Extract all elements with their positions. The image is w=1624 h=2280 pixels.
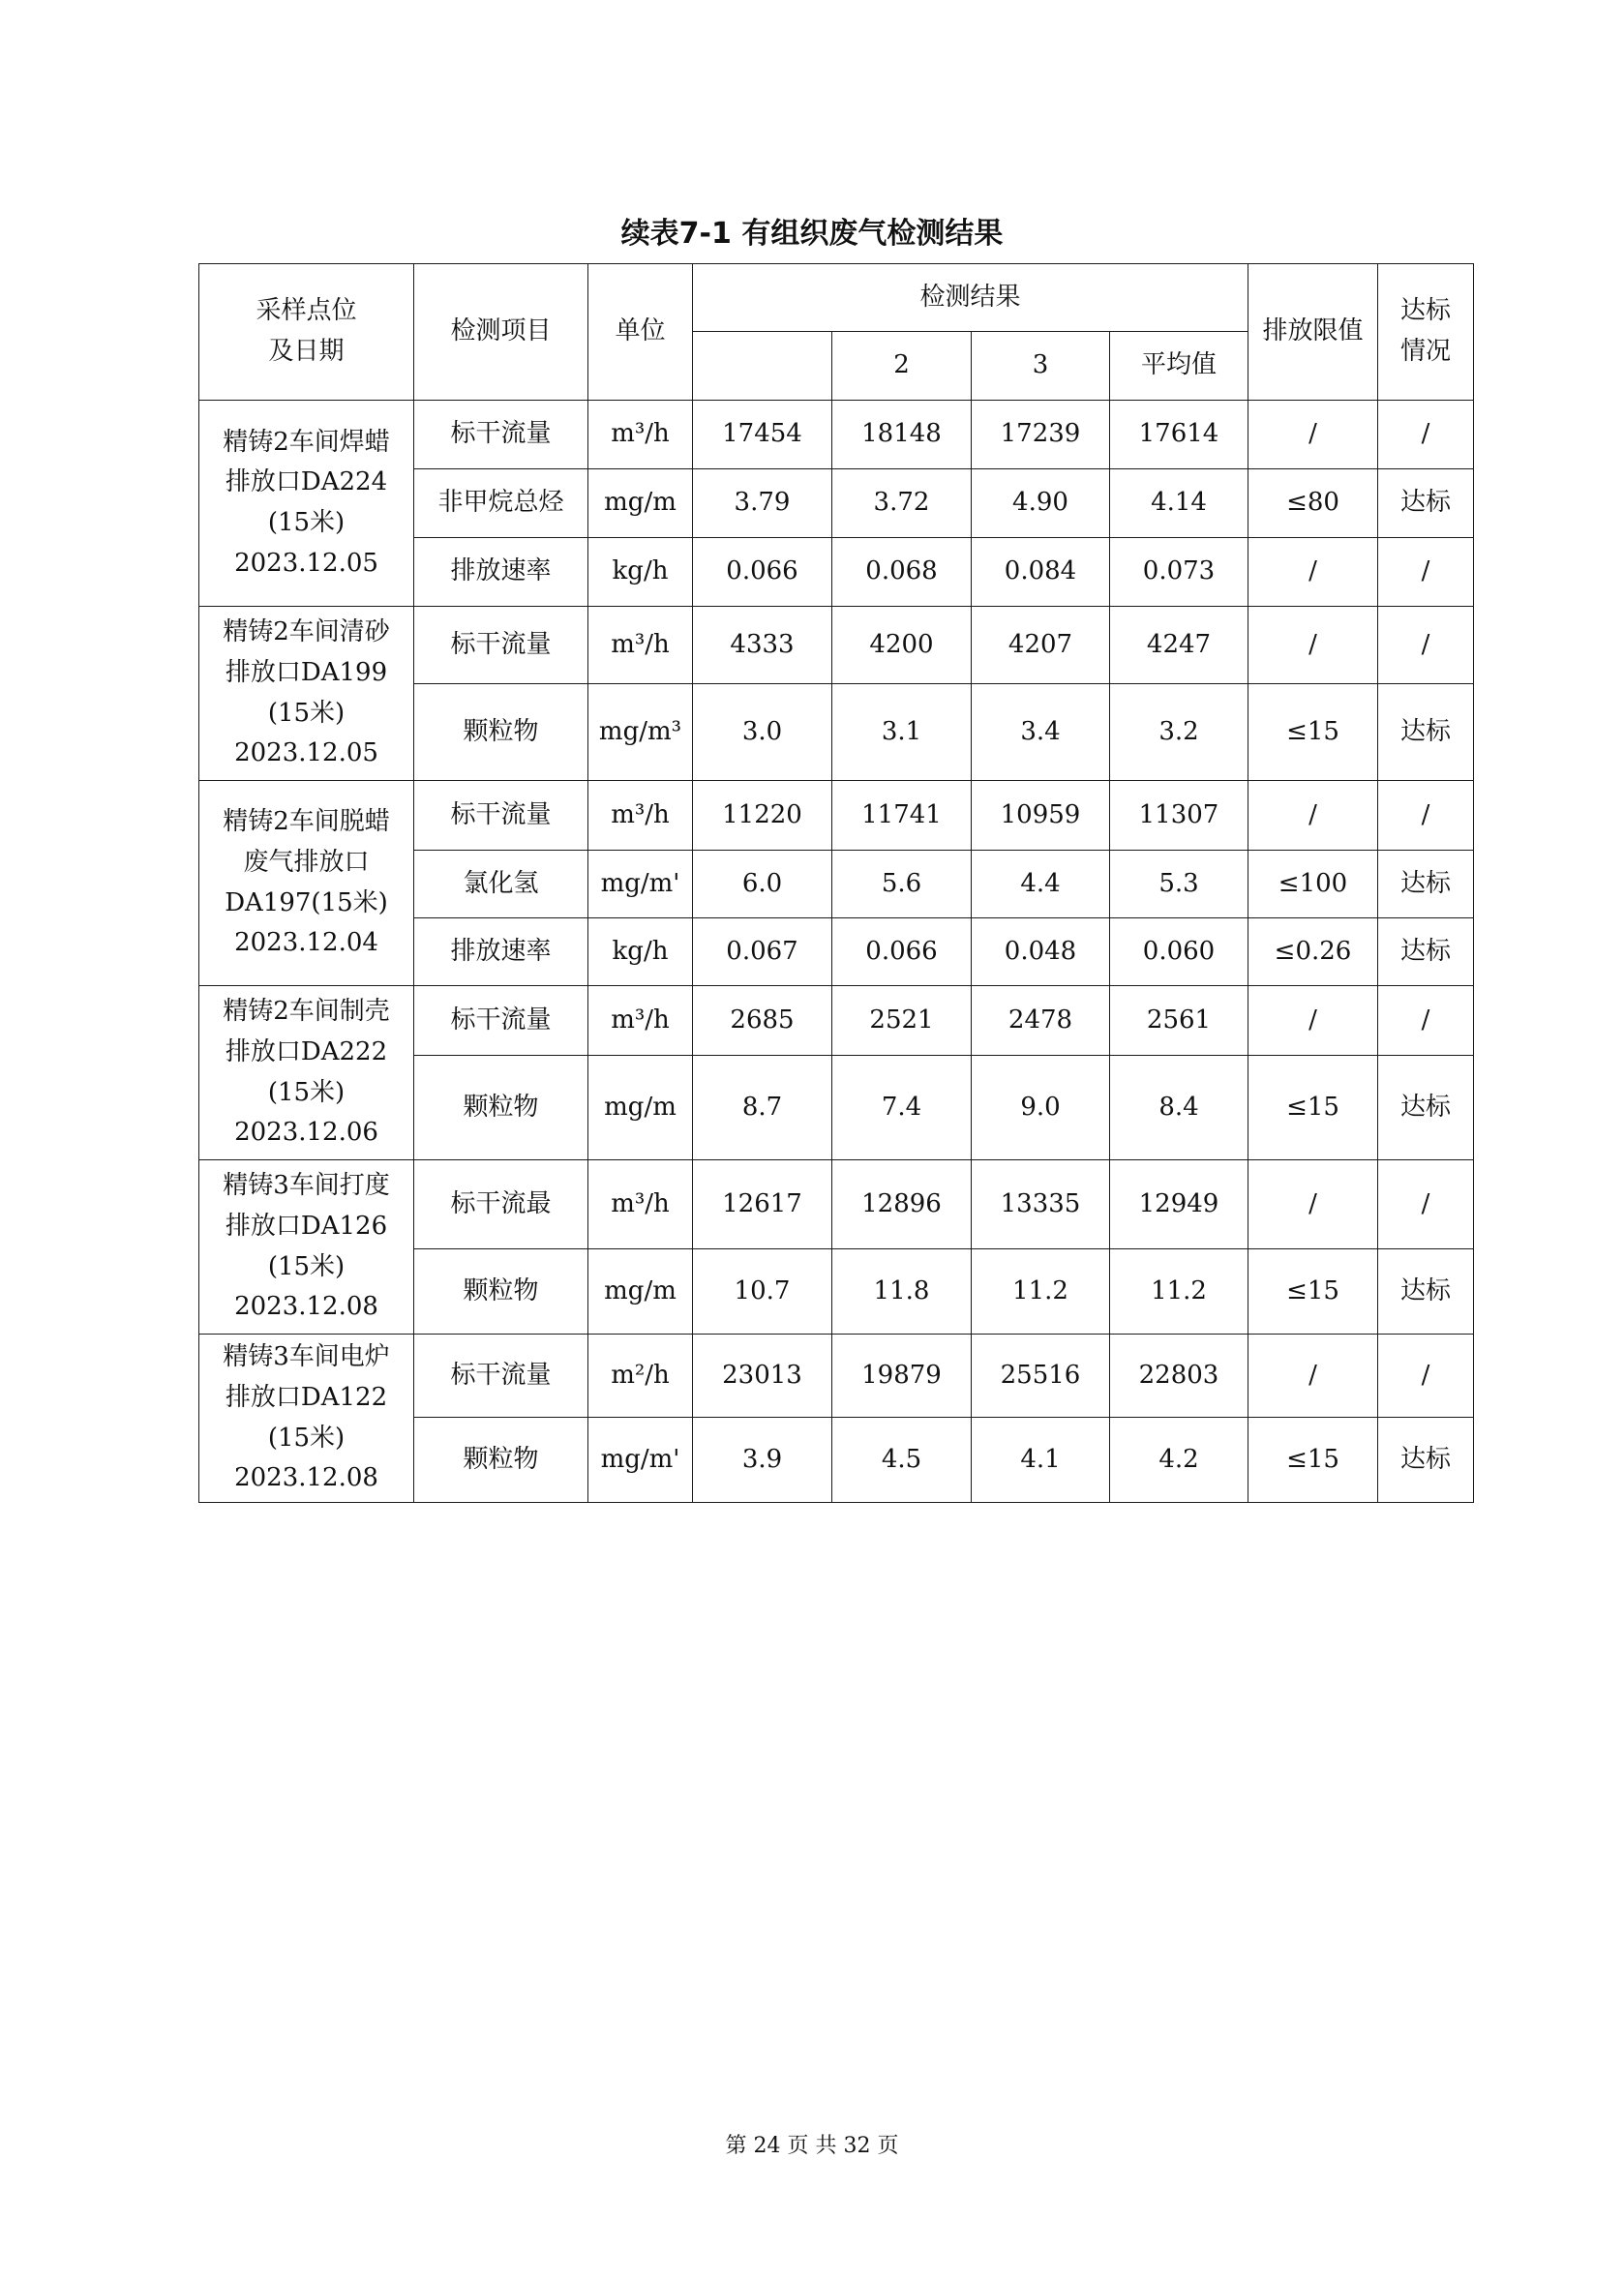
cell-unit: kg/h: [588, 538, 693, 607]
site-line: DA197(15米): [225, 887, 388, 917]
cell-result-2: 0.068: [832, 538, 972, 607]
cell-result-avg: 4.2: [1110, 1418, 1248, 1503]
cell-result-1: 17454: [693, 401, 832, 469]
header-status: 达标 情况: [1378, 264, 1474, 401]
cell-result-3: 4.1: [972, 1418, 1110, 1503]
cell-limit: ≤80: [1248, 469, 1378, 538]
cell-result-3: 4.4: [972, 851, 1110, 918]
cell-limit: /: [1248, 1160, 1378, 1249]
cell-item: 颗粒物: [414, 684, 588, 781]
header-site: 采样点位 及日期: [199, 264, 414, 401]
cell-item: 标干流量: [414, 607, 588, 684]
site-line: 废气排放口: [243, 847, 370, 877]
cell-limit: /: [1248, 781, 1378, 851]
cell-item: 排放速率: [414, 538, 588, 607]
header-sub-1: [693, 332, 832, 401]
cell-status: 达标: [1378, 1249, 1474, 1335]
table-row: [199, 401, 1474, 469]
cell-item: 标干流量: [414, 781, 588, 851]
cell-item: 排放速率: [414, 918, 588, 986]
cell-status: /: [1378, 538, 1474, 607]
cell-result-2: 2521: [832, 986, 972, 1056]
site-line: 2023.12.08: [234, 1292, 378, 1322]
site-line: 排放口DA122: [225, 1382, 388, 1412]
cell-result-2: 3.72: [832, 469, 972, 538]
site-line: (15米): [267, 1423, 346, 1453]
cell-result-avg: 22803: [1110, 1335, 1248, 1418]
site-line: 排放口DA224: [225, 467, 388, 497]
site-line: 2023.12.08: [234, 1463, 378, 1493]
table-row: [199, 607, 1474, 684]
header-limit: 排放限值: [1248, 264, 1378, 401]
site-line: (15米): [267, 1077, 346, 1107]
header-item: 检测项目: [414, 264, 588, 401]
cell-result-3: 11.2: [972, 1249, 1110, 1335]
cell-item: 标干流量: [414, 986, 588, 1056]
cell-unit: m³/h: [588, 1160, 693, 1249]
cell-result-avg: 17614: [1110, 401, 1248, 469]
cell-limit: ≤15: [1248, 1056, 1378, 1160]
cell-site: [199, 607, 414, 781]
site-line: (15米): [267, 1251, 346, 1281]
cell-limit: /: [1248, 538, 1378, 607]
site-line: 排放口DA199: [225, 657, 388, 687]
cell-unit: mg/m: [588, 1056, 693, 1160]
cell-result-1: 10.7: [693, 1249, 832, 1335]
cell-result-avg: 4247: [1110, 607, 1248, 684]
cell-result-3: 10959: [972, 781, 1110, 851]
cell-limit: /: [1248, 986, 1378, 1056]
cell-status: 达标: [1378, 469, 1474, 538]
table-title: 续表7-1 有组织废气检测结果: [620, 217, 1004, 251]
cell-result-1: 3.0: [693, 684, 832, 781]
cell-item: 颗粒物: [414, 1056, 588, 1160]
cell-result-avg: 2561: [1110, 986, 1248, 1056]
site-line: 排放口DA222: [225, 1036, 388, 1066]
cell-result-2: 4.5: [832, 1418, 972, 1503]
cell-result-3: 0.084: [972, 538, 1110, 607]
cell-result-avg: 11.2: [1110, 1249, 1248, 1335]
header-sub-3: 3: [972, 332, 1110, 401]
cell-item: 标干流量: [414, 401, 588, 469]
cell-unit: m²/h: [588, 1335, 693, 1418]
cell-result-3: 13335: [972, 1160, 1110, 1249]
cell-unit: mg/m: [588, 1249, 693, 1335]
cell-result-3: 25516: [972, 1335, 1110, 1418]
cell-limit: ≤100: [1248, 851, 1378, 918]
cell-result-1: 3.9: [693, 1418, 832, 1503]
cell-unit: mg/m³: [588, 684, 693, 781]
cell-limit: /: [1248, 1335, 1378, 1418]
cell-status: 达标: [1378, 684, 1474, 781]
cell-result-avg: 5.3: [1110, 851, 1248, 918]
cell-result-avg: 0.060: [1110, 918, 1248, 986]
cell-result-3: 4.90: [972, 469, 1110, 538]
cell-item: 氯化氢: [414, 851, 588, 918]
site-line: 2023.12.05: [234, 548, 378, 578]
cell-result-avg: 3.2: [1110, 684, 1248, 781]
table-row: [199, 1160, 1474, 1249]
cell-unit: m³/h: [588, 401, 693, 469]
cell-result-1: 2685: [693, 986, 832, 1056]
cell-status: /: [1378, 607, 1474, 684]
cell-status: 达标: [1378, 918, 1474, 986]
table-row: [199, 1335, 1474, 1418]
table-row: [199, 986, 1474, 1056]
cell-result-1: 0.066: [693, 538, 832, 607]
cell-result-2: 7.4: [832, 1056, 972, 1160]
cell-result-2: 18148: [832, 401, 972, 469]
cell-result-1: 11220: [693, 781, 832, 851]
cell-item: 颗粒物: [414, 1418, 588, 1503]
cell-result-2: 12896: [832, 1160, 972, 1249]
cell-result-2: 19879: [832, 1335, 972, 1418]
cell-result-avg: 4.14: [1110, 469, 1248, 538]
cell-result-3: 2478: [972, 986, 1110, 1056]
cell-unit: mg/m': [588, 1418, 693, 1503]
cell-result-2: 11741: [832, 781, 972, 851]
cell-result-3: 17239: [972, 401, 1110, 469]
cell-item: 标干流最: [414, 1160, 588, 1249]
cell-status: /: [1378, 401, 1474, 469]
cell-result-2: 4200: [832, 607, 972, 684]
cell-limit: ≤15: [1248, 1418, 1378, 1503]
cell-site: [199, 781, 414, 986]
cell-item: 标干流量: [414, 1335, 588, 1418]
cell-unit: mg/m: [588, 469, 693, 538]
site-line: 精铸2车间清砂: [223, 617, 390, 647]
cell-unit: mg/m': [588, 851, 693, 918]
cell-unit: m³/h: [588, 781, 693, 851]
table-header: [199, 264, 1474, 401]
header-results: 检测结果: [693, 264, 1248, 332]
cell-status: 达标: [1378, 851, 1474, 918]
site-line: 精铸2车间制壳: [223, 997, 390, 1027]
cell-result-avg: 11307: [1110, 781, 1248, 851]
cell-result-1: 8.7: [693, 1056, 832, 1160]
cell-site: [199, 401, 414, 607]
cell-limit: /: [1248, 401, 1378, 469]
site-line: 精铸3车间打度: [223, 1171, 390, 1201]
cell-status: /: [1378, 1335, 1474, 1418]
cell-status: /: [1378, 1160, 1474, 1249]
cell-result-2: 0.066: [832, 918, 972, 986]
site-line: 精铸3车间电炉: [223, 1342, 390, 1372]
cell-result-3: 4207: [972, 607, 1110, 684]
cell-item: 颗粒物: [414, 1249, 588, 1335]
cell-result-1: 23013: [693, 1335, 832, 1418]
cell-site: [199, 1160, 414, 1335]
cell-unit: kg/h: [588, 918, 693, 986]
cell-result-1: 0.067: [693, 918, 832, 986]
site-line: (15米): [267, 698, 346, 728]
cell-status: 达标: [1378, 1056, 1474, 1160]
cell-limit: ≤15: [1248, 684, 1378, 781]
header-sub-avg: 平均值: [1110, 332, 1248, 401]
cell-site: [199, 1335, 414, 1503]
table-row: [199, 781, 1474, 851]
cell-item: 非甲烷总烃: [414, 469, 588, 538]
table-body: [199, 401, 1474, 1503]
cell-result-1: 4333: [693, 607, 832, 684]
site-line: 2023.12.04: [234, 928, 378, 958]
header-sub-2: 2: [832, 332, 972, 401]
cell-result-1: 6.0: [693, 851, 832, 918]
cell-result-avg: 12949: [1110, 1160, 1248, 1249]
cell-status: /: [1378, 986, 1474, 1056]
cell-limit: /: [1248, 607, 1378, 684]
cell-result-avg: 8.4: [1110, 1056, 1248, 1160]
cell-limit: ≤0.26: [1248, 918, 1378, 986]
results-table: [198, 263, 1474, 1503]
cell-status: 达标: [1378, 1418, 1474, 1503]
cell-result-3: 0.048: [972, 918, 1110, 986]
cell-unit: m³/h: [588, 986, 693, 1056]
cell-result-avg: 0.073: [1110, 538, 1248, 607]
cell-result-2: 11.8: [832, 1249, 972, 1335]
site-line: 精铸2车间焊蜡: [223, 427, 390, 457]
cell-status: /: [1378, 781, 1474, 851]
site-line: 2023.12.06: [234, 1118, 378, 1148]
cell-unit: m³/h: [588, 607, 693, 684]
cell-result-2: 3.1: [832, 684, 972, 781]
site-line: 精铸2车间脱蜡: [223, 807, 390, 837]
cell-result-1: 3.79: [693, 469, 832, 538]
site-line: 2023.12.05: [234, 738, 378, 768]
page-footer: 第 24 页 共 32 页: [725, 2134, 899, 2158]
site-line: (15米): [267, 508, 346, 537]
header-unit: 单位: [588, 264, 693, 401]
cell-site: [199, 986, 414, 1160]
cell-result-3: 9.0: [972, 1056, 1110, 1160]
site-line: 排放口DA126: [225, 1211, 388, 1241]
cell-result-3: 3.4: [972, 684, 1110, 781]
cell-result-2: 5.6: [832, 851, 972, 918]
cell-result-1: 12617: [693, 1160, 832, 1249]
cell-limit: ≤15: [1248, 1249, 1378, 1335]
